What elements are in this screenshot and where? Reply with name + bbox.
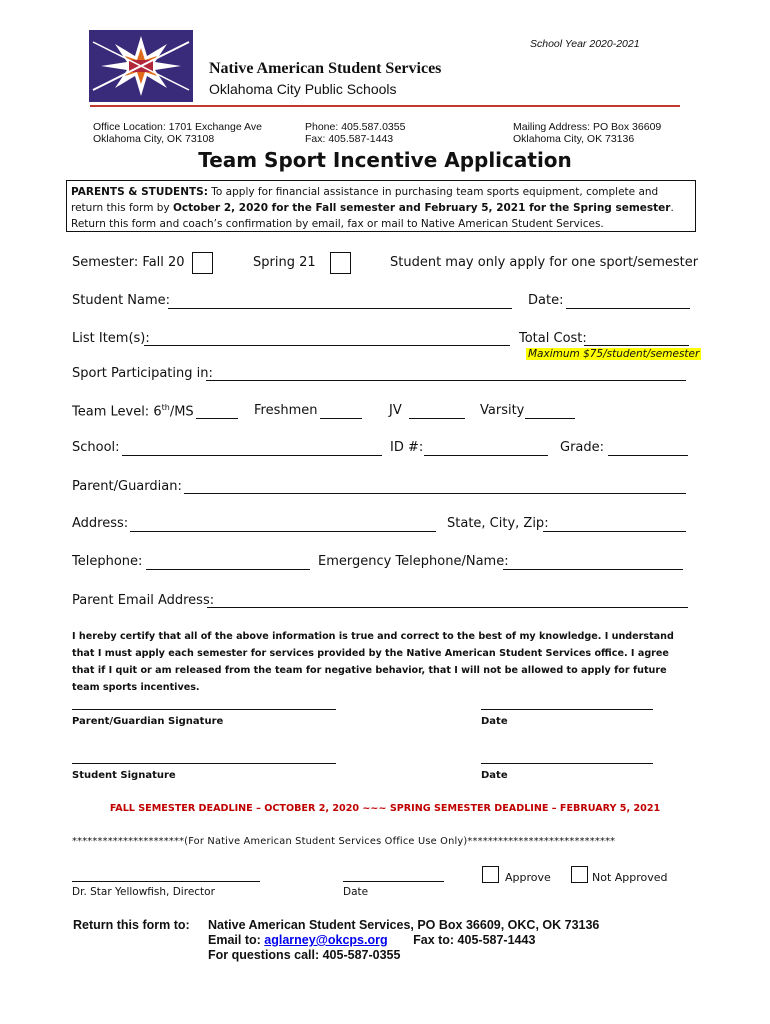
jv-label: JV (389, 403, 402, 418)
state-city-zip-field[interactable] (543, 531, 686, 532)
student-signature-label: Student Signature (72, 770, 176, 781)
logo (89, 30, 193, 102)
telephone-field[interactable] (146, 569, 310, 570)
student-signature-line[interactable] (72, 763, 336, 764)
instructions-deadline: October 2, 2020 for the Fall semester and February 5, 2021 for the Spring semester (172, 202, 671, 214)
semester-label: Semester: Fall 20 (72, 255, 185, 270)
telephone-label: Telephone: (72, 554, 143, 569)
mailing-address (513, 121, 661, 145)
state-city-zip-label: State, City, Zip: (447, 516, 549, 531)
grade-label: Grade: (560, 440, 605, 455)
student-name-label: Student Name: (72, 293, 171, 308)
ms-field[interactable] (196, 418, 238, 419)
address-label: Address: (72, 516, 129, 531)
instructions-part2: . Return this form and coach’s confirmation by email, fax or mail to Native American Student Services. (71, 202, 674, 230)
email-row (208, 933, 535, 947)
one-sport-note: Student may only apply for one sport/semester (390, 255, 699, 270)
school-year: School Year 2020-2021 (530, 38, 640, 50)
total-cost-label: Total Cost: (519, 331, 587, 346)
page-title: Team Sport Incentive Application (198, 148, 572, 172)
parent-email-label: Parent Email Address: (72, 593, 215, 608)
list-items-field[interactable] (144, 345, 510, 346)
spring-label: Spring 21 (253, 255, 316, 270)
school-field[interactable] (122, 455, 382, 456)
instructions-part1: To apply for financial assistance in purchasing team sports equipment, complete and return this form by (71, 186, 659, 214)
id-label: ID #: (390, 440, 424, 455)
list-items-label: List Item(s): (72, 331, 150, 346)
not-approved-label: Not Approved (592, 871, 668, 884)
phone-line: Phone: 405.587.0355 (305, 121, 406, 133)
parent-guardian-field[interactable] (184, 493, 686, 494)
emergency-label: Emergency Telephone/Name: (318, 554, 509, 569)
total-cost-field[interactable] (584, 345, 689, 346)
office-date-label: Date (343, 886, 369, 898)
max-note: Maximum $75/student/semester (528, 348, 700, 360)
team-level-sup: th (161, 403, 170, 412)
district-name: Oklahoma City Public Schools (209, 81, 397, 97)
email-label: Email to: (208, 933, 261, 947)
parent-date-line[interactable] (481, 709, 653, 710)
fax-to: Fax to: 405-587-1443 (413, 933, 536, 947)
student-date-line[interactable] (481, 763, 653, 764)
team-level-ms: /MS (169, 404, 194, 420)
varsity-label: Varsity (480, 403, 525, 418)
sport-field[interactable] (206, 380, 686, 381)
questions-line: For questions call: 405-587-0355 (208, 948, 401, 962)
phone-fax (305, 121, 405, 145)
date-field[interactable] (566, 308, 690, 309)
school-label: School: (72, 440, 120, 455)
office-city-line: Oklahoma City, OK 73108 (93, 133, 215, 145)
office-location (93, 121, 262, 145)
varsity-field[interactable] (525, 418, 575, 419)
student-date-label: Date (481, 770, 508, 781)
id-field[interactable] (424, 455, 548, 456)
deadline-banner: FALL SEMESTER DEADLINE – OCTOBER 2, 2020 ~~~ SPRING SEMESTER DEADLINE – FEBRUARY 5, 2021 (109, 803, 661, 814)
director-label: Dr. Star Yellowfish, Director (72, 886, 215, 898)
office-address-line: Office Location: 1701 Exchange Ave (93, 121, 262, 133)
return-label: Return this form to: (73, 918, 190, 932)
jv-field[interactable] (409, 418, 465, 419)
return-address: Native American Student Services, PO Box 36609, OKC, OK 73136 (208, 918, 600, 932)
spring-checkbox[interactable] (330, 252, 351, 274)
freshmen-label: Freshmen (254, 403, 318, 418)
instructions-box (66, 180, 696, 232)
address-field[interactable] (130, 531, 436, 532)
org-name: Native American Student Services (209, 60, 442, 77)
grade-field[interactable] (608, 455, 688, 456)
approve-label: Approve (505, 871, 551, 884)
freshmen-field[interactable] (320, 418, 362, 419)
emergency-field[interactable] (503, 569, 683, 570)
instructions-lead: PARENTS & STUDENTS: (71, 186, 208, 198)
parent-signature-label: Parent/Guardian Signature (72, 716, 224, 727)
email-link[interactable]: aglarney@okcps.org (264, 933, 388, 947)
parent-signature-line[interactable] (72, 709, 336, 710)
parent-date-label: Date (481, 716, 508, 727)
team-level-text: Team Level: 6 (72, 404, 162, 420)
fax-line: Fax: 405.587-1443 (305, 133, 394, 145)
team-level-label (72, 403, 194, 419)
certification-text: I hereby certify that all of the above information is true and correct to the best of my knowledge. I understand that I must apply each semester for services provided by the Native American Student Services office. I agree that if I quit or am released from the team for negative behavior, that I will not be allowed to apply for future team sports incentives. (72, 631, 674, 693)
fall-checkbox[interactable] (192, 252, 213, 274)
date-label: Date: (528, 293, 564, 308)
student-name-field[interactable] (168, 308, 512, 309)
parent-email-field[interactable] (207, 607, 688, 608)
director-signature-line[interactable] (72, 881, 260, 882)
mail-line-2: Oklahoma City, OK 73136 (513, 133, 635, 145)
office-use-banner: **********************(For Native American Student Services Office Use Only)***************************** (72, 836, 616, 847)
not-approved-checkbox[interactable] (571, 866, 588, 883)
parent-guardian-label: Parent/Guardian: (72, 479, 182, 494)
approve-checkbox[interactable] (482, 866, 499, 883)
mail-line-1: Mailing Address: PO Box 36609 (513, 121, 662, 133)
header-rule (90, 105, 680, 107)
office-date-line[interactable] (343, 881, 444, 882)
sport-label: Sport Participating in: (72, 366, 213, 381)
